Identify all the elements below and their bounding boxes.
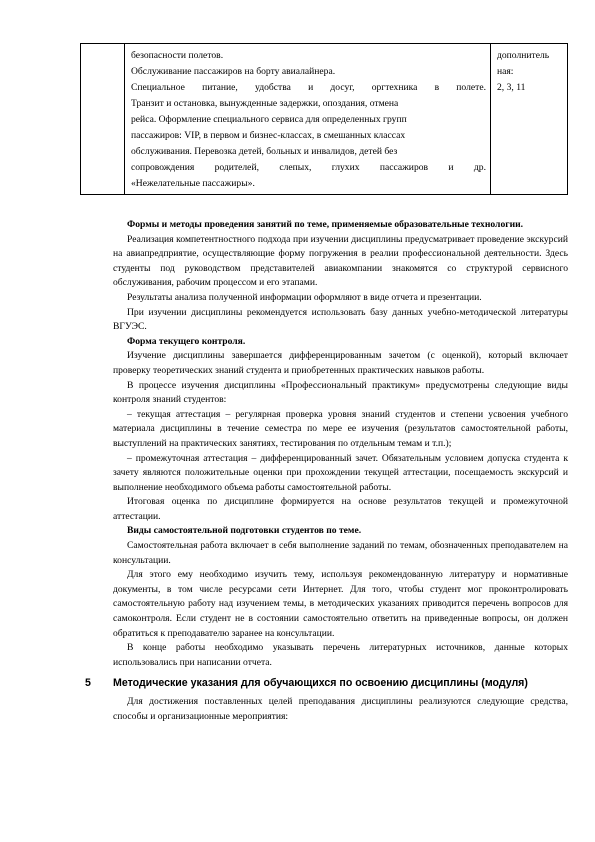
section-title: Методические указания для обучающихся по освоению дисциплины (модуля) xyxy=(113,677,528,690)
document-body xyxy=(85,218,568,725)
table-line: рейса. Оформление специального сервиса для определенных групп xyxy=(131,114,407,125)
paragraph: Результаты анализа полученной информации оформляют в виде отчета и презентации. xyxy=(127,291,482,303)
table-cell-number xyxy=(81,44,125,195)
heading-methods: Формы и методы проведения занятий по теме, применяемые образовательные технологии. xyxy=(127,219,524,230)
table-cell-references xyxy=(491,44,568,195)
heading-self-study: Виды самостоятельной подготовки студентов по теме. xyxy=(127,525,362,537)
list-item-current-attestation: – текущая аттестация – регулярная проверка уровня знаний студентов и степени усвоения учебного материала дисциплины в течение семестра по мере ее изучения (результатов самостоятельной работы, выступлений на практических занятиях, тестирования по отдельным темам и т.п.); xyxy=(113,408,568,449)
paragraph: Реализация компетентностного подхода при изучении дисциплины предусматривает проведение экскурсий на авиапредприятие, осуществляющие форму погружения в реалии профессиональной деятельности. Здесь студенты под руководством представителей авиакомпании знакомятся со структурой сервисного обслуживания, рабочим процессом и его этапами. xyxy=(113,233,568,289)
paragraph: Итоговая оценка по дисциплине формируется на основе результатов текущей и промежуточной аттестации. xyxy=(113,496,568,522)
paragraph: Для достижения поставленных целей преподавания дисциплины реализуются следующие средства, способы и организационные мероприятия: xyxy=(113,696,568,722)
paragraph: Изучение дисциплины завершается дифференцированным зачетом (с оценкой), который включает проверку теоретических знаний студента и приобретенных практических навыков работы. xyxy=(113,350,568,376)
paragraph: При изучении дисциплины рекомендуется использовать базу данных учебно-методической литературы ВГУЭС. xyxy=(113,306,568,333)
list-item-intermediate-attestation: – промежуточная аттестация – дифференцированный зачет. Обязательным условием допуска студента к зачету являются положительные оценки при прохождении текущей аттестации, посещаемость экскурсий и выполнение необходимого объема работы самостоятельной работы. xyxy=(113,452,568,493)
heading-control-form: Форма текущего контроля. xyxy=(127,335,246,347)
ref-line: ная: xyxy=(497,66,514,77)
table-line: Транзит и остановка, вынужденные задержки, опоздания, отмена xyxy=(131,98,399,109)
ref-line: дополнитель xyxy=(497,50,550,61)
table-line: обслуживания. Перевозка детей, больных и инвалидов, детей без xyxy=(131,146,398,157)
section-number: 5 xyxy=(85,677,91,690)
table-line: Специальное питание, удобства и досуг, оргтехника в полете. xyxy=(131,82,486,93)
paragraph: В конце работы необходимо указывать перечень литературных источников, данные которых использовались при написании отчета. xyxy=(113,642,568,668)
table-line: «Нежелательные пассажиры». xyxy=(131,178,255,189)
table-line: пассажиров: VIP, в первом и бизнес-классах, в смешанных классах xyxy=(131,130,406,141)
paragraph: Самостоятельная работа включает в себя выполнение заданий по темам, обозначенных преподавателем на консультации. xyxy=(113,540,568,566)
ref-line: 2, 3, 11 xyxy=(497,82,526,93)
table-line: сопровождения родителей, слепых, глухих пассажиров и др. xyxy=(131,162,486,173)
section-heading xyxy=(85,676,568,691)
table-row xyxy=(81,44,568,195)
table-line: безопасности полетов. xyxy=(131,50,224,61)
table-cell-content xyxy=(125,44,491,195)
paragraph: В процессе изучения дисциплины «Профессиональный практикум» предусмотрены следующие виды контроля знаний студентов: xyxy=(113,379,568,406)
paragraph: Для этого ему необходимо изучить тему, используя рекомендованную литературу и нормативные документы, в том числе ресурсами сети Интернет. Для того, чтобы студент мог проконтролировать самостоятельную работу над изучением темы, в методических указаниях приводится перечень вопросов для самоконтроля. Если студент не в состоянии самостоятельно ответить на приведенные вопросы, он должен обратиться к преподавателю заранее на консультации. xyxy=(113,569,568,639)
topics-table xyxy=(80,43,568,195)
table-line: Обслуживание пассажиров на борту авиалайнера. xyxy=(131,66,336,77)
